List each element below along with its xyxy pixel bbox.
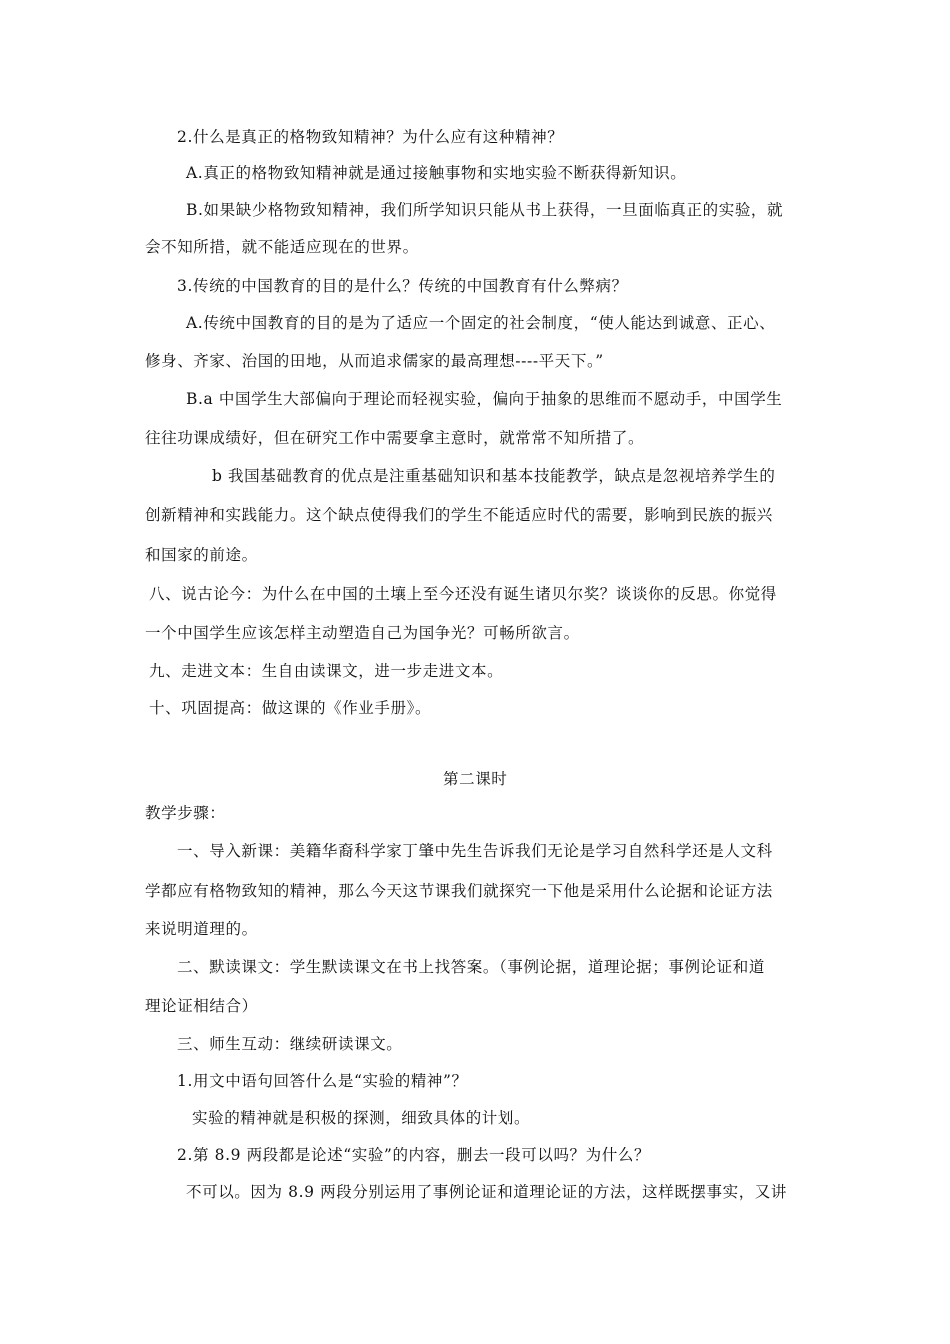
answer-2a: A.真正的格物致知精神就是通过接触事物和实地实验不断获得新知识。 <box>186 164 687 182</box>
lesson-heading: 第二课时 <box>443 770 508 788</box>
answer-3b-b-cont1: 创新精神和实践能力。这个缺点使得我们的学生不能适应时代的需要，影响到民族的振兴 <box>145 506 773 524</box>
step-3: 三、师生互动：继续研读课文。 <box>177 1035 403 1053</box>
step-1: 一、导入新课：美籍华裔科学家丁肇中先生告诉我们无论是学习自然科学还是人文科 <box>177 842 773 860</box>
answer-2b-cont: 会不知所措，就不能适应现在的世界。 <box>145 238 419 256</box>
step-2-cont: 理论证相结合） <box>145 997 258 1015</box>
answer-3b-a: B.a 中国学生大部偏向于理论而轻视实验，偏向于抽象的思维而不愿动手，中国学生 <box>186 390 783 408</box>
step-3-a2: 不可以。因为 8.9 两段分别运用了事例论证和道理论证的方法，这样既摆事实，又讲 <box>186 1183 788 1201</box>
step-1-cont2: 来说明道理的。 <box>145 920 258 938</box>
answer-3b-b-cont2: 和国家的前途。 <box>145 546 258 564</box>
step-1-cont1: 学都应有格物致知的精神，那么今天这节课我们就探究一下他是采用什么论据和论证方法 <box>145 882 773 900</box>
answer-3b-b: b 我国基础教育的优点是注重基础知识和基本技能教学，缺点是忽视培养学生的 <box>212 467 776 485</box>
step-3-q1: 1.用文中语句回答什么是“实验的精神”？ <box>177 1072 468 1090</box>
question-2: 2.什么是真正的格物致知精神？为什么应有这种精神？ <box>177 128 564 146</box>
answer-3a: A.传统中国教育的目的是为了适应一个固定的社会制度，“使人能达到诚意、正心、 <box>186 314 776 332</box>
answer-3a-cont: 修身、齐家、治国的田地，从而追求儒家的最高理想----平天下。” <box>145 352 604 370</box>
section-8-cont: 一个中国学生应该怎样主动塑造自己为国争光？可畅所欲言。 <box>145 624 580 642</box>
section-8: 八、说古论今：为什么在中国的土壤上至今还没有诞生诸贝尔奖？谈谈你的反思。你觉得 <box>149 585 777 603</box>
answer-2b: B.如果缺少格物致知精神，我们所学知识只能从书上获得，一旦面临真正的实验，就 <box>186 201 784 219</box>
step-3-q2: 2.第 8.9 两段都是论述“实验”的内容，删去一段可以吗？为什么？ <box>177 1146 651 1164</box>
section-10: 十、巩固提高：做这课的《作业手册》。 <box>149 699 432 717</box>
section-9: 九、走进文本：生自由读课文，进一步走进文本。 <box>149 662 504 680</box>
question-3: 3.传统的中国教育的目的是什么？传统的中国教育有什么弊病？ <box>177 277 628 295</box>
step-3-a1: 实验的精神就是积极的探测，细致具体的计划。 <box>192 1109 531 1127</box>
step-2: 二、默读课文：学生默读课文在书上找答案。（事例论据，道理论据；事例论证和道 <box>177 958 765 976</box>
answer-3b-a-cont: 往往功课成绩好，但在研究工作中需要拿主意时，就常常不知所措了。 <box>145 429 645 447</box>
teaching-steps-label: 教学步骤： <box>145 804 226 822</box>
